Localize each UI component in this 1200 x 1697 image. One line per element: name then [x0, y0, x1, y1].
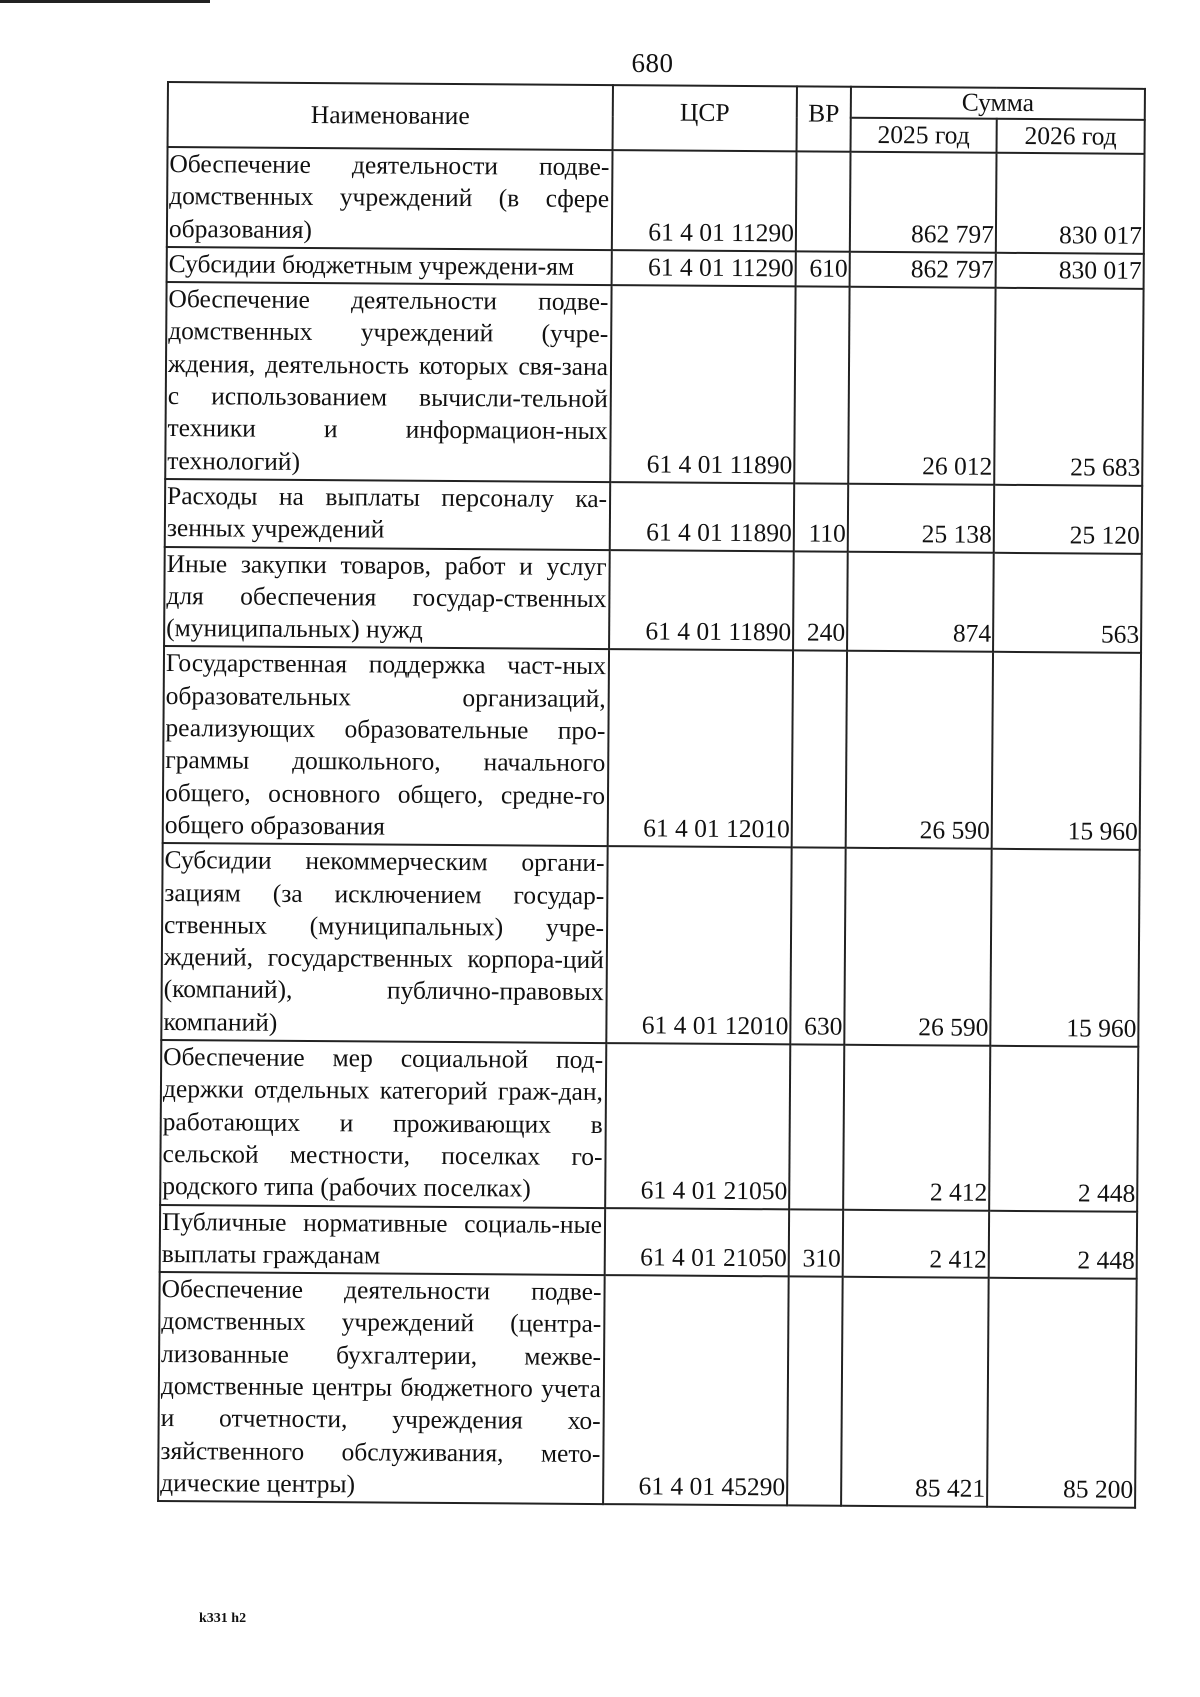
table-row — [163, 646, 1141, 850]
row-vr-code: 610 — [796, 251, 850, 287]
table-row — [160, 1040, 1138, 1211]
row-sum-2026: 25 683 — [994, 288, 1143, 486]
row-sum-2026: 15 960 — [992, 652, 1141, 850]
row-vr-code: 240 — [793, 551, 848, 651]
table-row — [164, 547, 1142, 654]
header-year-2026: 2026 год — [997, 119, 1145, 154]
header-vr: ВР — [797, 86, 851, 151]
row-vr-code — [796, 151, 851, 251]
row-name: Субсидии бюджетным учреждени-ям — [167, 247, 612, 285]
table-row — [165, 479, 1142, 553]
row-vr-code — [787, 1276, 843, 1505]
footer-code: k331 h2 — [199, 1611, 247, 1626]
row-sum-2025: 25 138 — [848, 484, 994, 553]
row-name: Обеспечение деятельности подве-домственных учреждений (в сфере образования) — [167, 147, 613, 250]
table-row — [167, 147, 1145, 254]
row-csr-code: 61 4 01 11890 — [610, 482, 794, 551]
row-sum-2025: 2 412 — [843, 1209, 989, 1278]
row-sum-2026: 830 017 — [996, 153, 1145, 254]
budget-table — [157, 81, 1146, 1509]
row-sum-2026: 830 017 — [996, 253, 1144, 289]
row-csr-code: 61 4 01 11290 — [612, 150, 797, 251]
row-name: Обеспечение деятельности подве-домственных учреждений (учре-ждения, деятельность которых свя-зана с использованием вычисли-тельной техники и информацион-ных технологий) — [165, 282, 611, 482]
page-number: 680 — [631, 48, 674, 78]
row-sum-2025: 862 797 — [850, 152, 997, 253]
row-sum-2026: 25 120 — [994, 485, 1142, 554]
row-csr-code: 61 4 01 21050 — [605, 1208, 789, 1277]
row-vr-code — [789, 1044, 844, 1209]
row-csr-code: 61 4 01 12010 — [608, 650, 793, 848]
scan-edge-mark — [0, 0, 210, 3]
table-row — [165, 282, 1143, 486]
header-name: Наименование — [168, 82, 613, 150]
table-header — [168, 82, 1145, 154]
row-sum-2025: 26 012 — [848, 287, 995, 485]
row-sum-2025: 874 — [847, 551, 994, 652]
row-csr-code: 61 4 01 11290 — [612, 250, 796, 287]
row-sum-2025: 862 797 — [850, 252, 996, 288]
row-vr-code: 310 — [789, 1209, 843, 1277]
row-name: Иные закупки товаров, работ и услуг для обеспечения государ-ственных (муниципальных) нужд — [164, 547, 610, 650]
row-sum-2026: 2 448 — [989, 1046, 1138, 1212]
header-csr: ЦСР — [613, 85, 797, 151]
row-csr-code: 61 4 01 45290 — [603, 1275, 789, 1505]
row-csr-code: 61 4 01 11890 — [610, 285, 795, 483]
row-vr-code: 110 — [794, 483, 848, 551]
row-name: Государственная поддержка част-ных образовательных организаций, реализующих образовательные про-граммы дошкольного, начального общего, основного общего, средне-го общего образования — [163, 646, 609, 846]
table-body — [158, 147, 1144, 1508]
row-sum-2026: 85 200 — [987, 1278, 1137, 1508]
row-csr-code: 61 4 01 12010 — [606, 846, 791, 1044]
row-vr-code — [794, 287, 849, 484]
row-name: Публичные нормативные социаль-ные выплаты гражданам — [160, 1204, 605, 1275]
row-name: Расходы на выплаты персоналу ка-зенных учреждений — [165, 479, 610, 550]
row-sum-2025: 26 590 — [844, 848, 991, 1046]
header-sum: Сумма — [851, 87, 1145, 120]
row-sum-2025: 85 421 — [841, 1277, 989, 1507]
row-name: Субсидии некоммерческим органи-зациям (за исключением государ-ственных (муниципальных) учре-ждений, государственных корпора-ций (компаний), публично-правовых компаний) — [161, 843, 607, 1043]
row-sum-2026: 2 448 — [989, 1210, 1137, 1279]
row-csr-code: 61 4 01 21050 — [605, 1043, 790, 1209]
row-name: Обеспечение деятельности подве-домственных учреждений (центра-лизованные бухгалтерии, межве-домственные центры бюджетного учета и отчетности, учреждения хо-зяйственного обслуживания, мето-дические центры) — [158, 1272, 605, 1504]
row-sum-2026: 15 960 — [990, 849, 1139, 1047]
row-csr-code: 61 4 01 11890 — [609, 550, 794, 651]
row-vr-code: 630 — [790, 848, 845, 1045]
table-row — [158, 1272, 1137, 1508]
table-row — [161, 843, 1139, 1047]
row-sum-2026: 563 — [993, 552, 1142, 653]
row-sum-2025: 26 590 — [846, 651, 993, 849]
row-vr-code — [792, 651, 847, 848]
row-sum-2025: 2 412 — [843, 1045, 990, 1210]
header-year-2025: 2025 год — [851, 118, 997, 153]
row-name: Обеспечение мер социальной под-держки отдельных категорий граж-дан, работающих и проживающих в сельской местности, поселках го-родского типа (рабочих поселках) — [160, 1040, 606, 1208]
table-row — [160, 1204, 1137, 1278]
